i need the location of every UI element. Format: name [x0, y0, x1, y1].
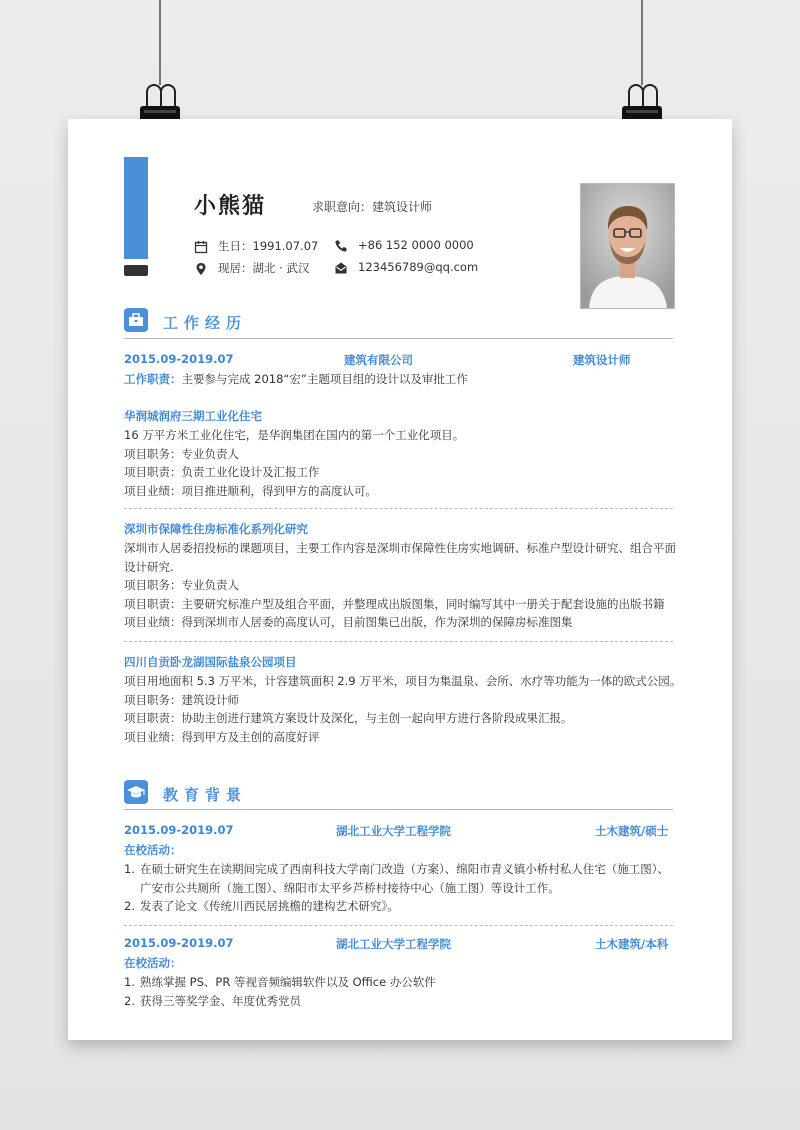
project-3-line: 项目职务：建筑设计师 — [124, 692, 239, 707]
edu-2-activities — [124, 973, 704, 1010]
email-info — [334, 260, 478, 275]
edu-1-school: 湖北工业大学工程学院 — [336, 824, 451, 838]
project-divider — [124, 641, 673, 642]
work-company: 建筑有限公司 — [344, 353, 413, 367]
hanging-wire-left — [159, 0, 161, 85]
birth-text: 生日：1991.07.07 — [218, 239, 319, 253]
edu-2-school: 湖北工业大学工程学院 — [336, 937, 451, 951]
project-2-name: 深圳市保障性住房标准化系列化研究 — [124, 522, 308, 536]
edu-1-activities — [124, 860, 704, 916]
project-3-name: 四川自贡卧龙湖国际盐泉公园项目 — [124, 655, 297, 669]
project-2-line: 设计研究. — [124, 559, 174, 574]
edu-1-period: 2015.09-2019.07 — [124, 823, 234, 837]
edu-1-degree: 土木建筑/硕士 — [595, 824, 669, 838]
project-2-line: 深圳市人居委招投标的课题项目，主要工作内容是深圳市保障性住房实地调研、标准户型设计研究、组合平面 — [124, 541, 676, 555]
project-1-name: 华润城润府三期工业化住宅 — [124, 409, 262, 423]
project-3-line: 项目业绩：得到甲方及主创的高度好评 — [124, 729, 320, 744]
project-1-line: 项目职务：专业负责人 — [124, 446, 239, 461]
project-3-line: 项目用地面积 5.3 万平米，计容建筑面积 2.9 万平米，项目为集温泉、会所、水疗等功能为一体的欧式公园。 — [124, 674, 682, 688]
edu-1-activity-label: 在校活动： — [124, 843, 182, 857]
calendar-icon — [194, 240, 208, 254]
list-item: 2. 获得三等奖学金、年度优秀党员 — [124, 993, 301, 1008]
location-pin-icon — [194, 262, 208, 276]
project-3-line: 项目职责：协助主创进行建筑方案设计及深化，与主创一起向甲方进行各阶段成果汇报。 — [124, 711, 573, 725]
project-1-line: 项目职责：负责工业化设计及汇报工作 — [124, 465, 320, 479]
work-duty-text: 主要参与完成 2018“宏”主题项目组的设计以及审批工作 — [181, 372, 468, 386]
email-text: 123456789@qq.com — [358, 260, 479, 274]
work-section-title: 工作经历 — [163, 314, 248, 332]
education-divider — [124, 925, 673, 926]
location-info — [194, 260, 309, 276]
header-accent-dark-bar — [124, 265, 148, 276]
project-1-details — [124, 426, 684, 500]
list-item: 2. 发表了论文《传统川西民居挑檐的建构艺术研究》。 — [124, 899, 399, 913]
education-section-title: 教育背景 — [163, 786, 248, 804]
phone-info — [334, 238, 474, 253]
project-2-line: 项目业绩：得到深圳市人居委的高度认可，目前图集已出版，作为深圳的保障房标准图集 — [124, 615, 573, 629]
hanging-wire-right — [641, 0, 643, 85]
work-duty — [124, 371, 468, 387]
education-section-divider — [124, 809, 673, 810]
profile-photo — [580, 183, 675, 309]
project-divider — [124, 508, 673, 509]
project-2-line: 项目职务：专业负责人 — [124, 578, 239, 592]
list-item: 1. 在硕士研究生在读期间完成了西南科技大学南门改造（方案）、绵阳市青义镇小桥村私人住宅（施工图）、 — [124, 862, 669, 876]
phone-text: +86 152 0000 0000 — [358, 238, 474, 252]
edu-2-period: 2015.09-2019.07 — [124, 936, 234, 950]
project-3-details — [124, 672, 704, 746]
resume-paper — [68, 119, 732, 1040]
header-accent-bar — [124, 157, 148, 259]
phone-icon — [334, 239, 348, 253]
project-1-line: 项目业绩：项目推进顺利，得到甲方的高度认可。 — [124, 483, 377, 498]
project-2-details — [124, 539, 704, 632]
list-item: 1. 熟练掌握 PS、PR 等视音频编辑软件以及 Office 办公软件 — [124, 975, 436, 989]
work-period: 2015.09-2019.07 — [124, 352, 234, 366]
edu-2-activity-label: 在校活动： — [124, 956, 182, 970]
work-position: 建筑设计师 — [573, 353, 631, 367]
project-2-line: 项目职责：主要研究标准户型及组合平面，并整理成出版图集，同时编写其中一册关于配套设施的出版书籍 — [124, 596, 665, 611]
birth-info — [194, 238, 318, 254]
project-1-line: 16 万平方米工业化住宅，是华润集团在国内的第一个工业化项目。 — [124, 428, 465, 442]
edu-2-degree: 土木建筑/本科 — [595, 937, 669, 951]
job-intent: 求职意向：建筑设计师 — [312, 200, 433, 214]
work-duty-label: 工作职责： — [124, 372, 182, 386]
briefcase-icon — [124, 308, 148, 332]
work-section-divider — [124, 338, 673, 339]
location-text: 现居：湖北 · 武汉 — [218, 261, 310, 275]
list-item-continuation: 广安市公共厕所（施工图）、绵阳市太平乡芦桥村接待中心（施工图）等设计工作。 — [140, 880, 560, 895]
email-icon — [334, 261, 348, 275]
graduation-cap-icon — [124, 780, 148, 804]
candidate-name: 小熊猫 — [194, 194, 267, 219]
